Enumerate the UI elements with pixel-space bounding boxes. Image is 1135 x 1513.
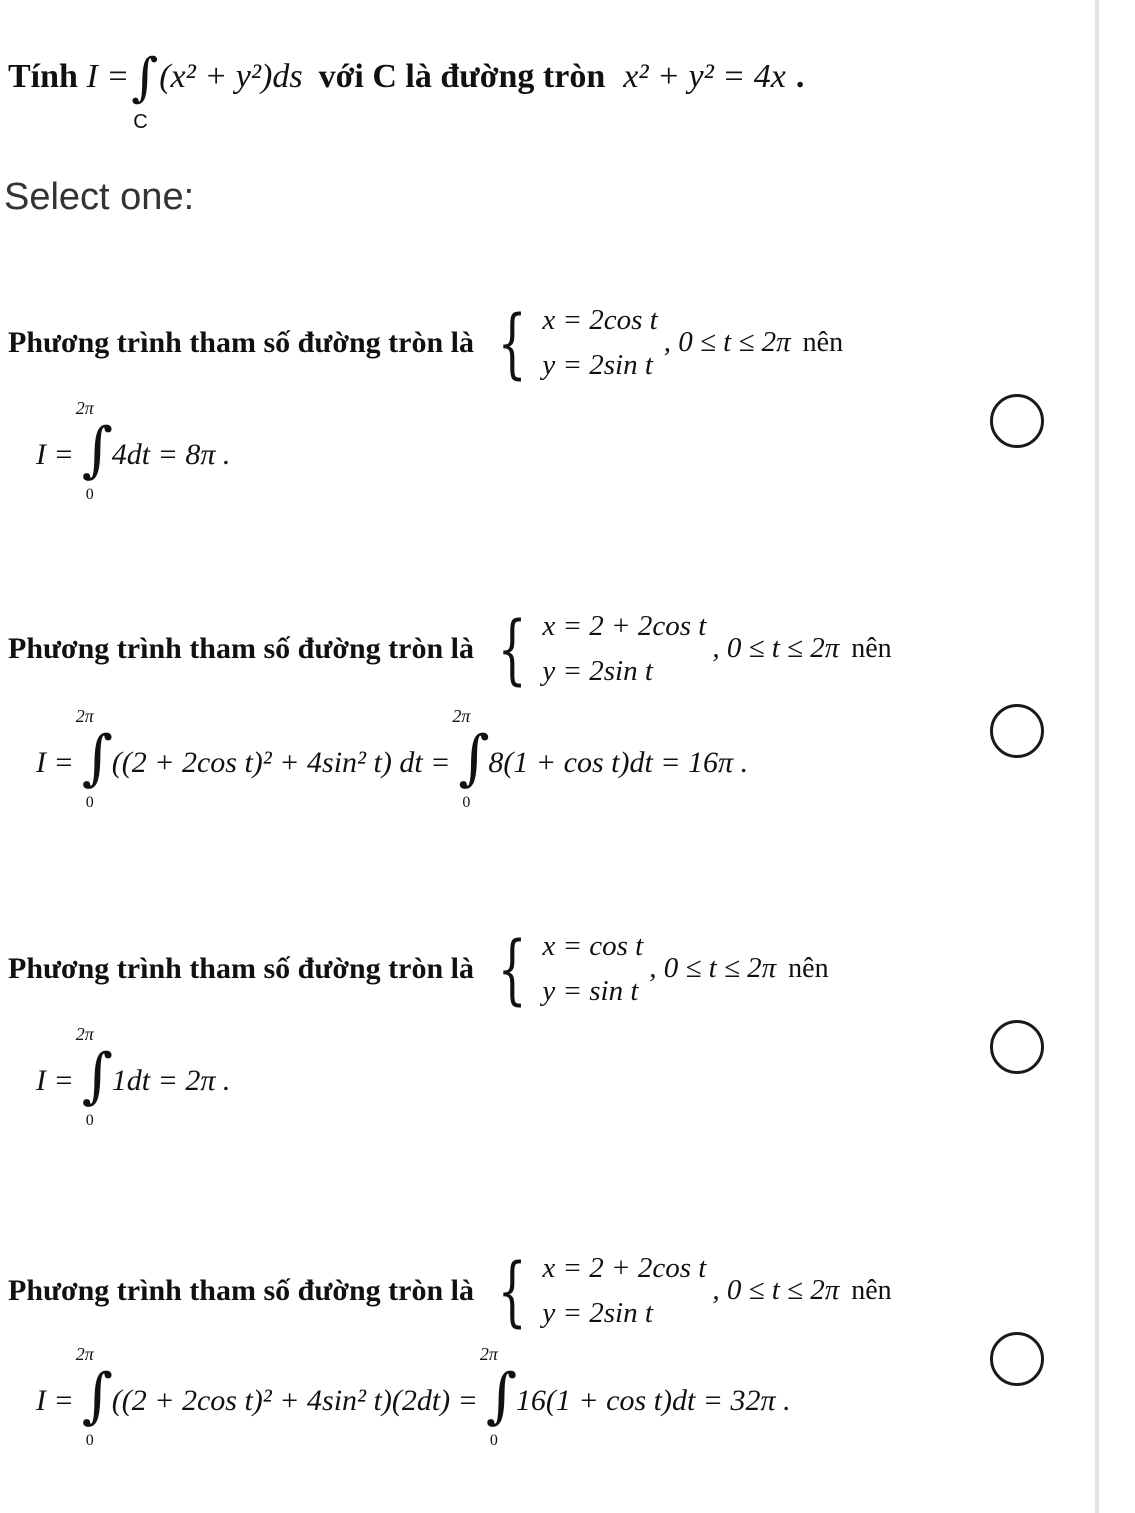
question-integrand: (x² + y²)ds	[159, 58, 303, 95]
option-4-lower-limit: 0	[85, 1432, 94, 1449]
option-2-integral-sign: 2π ∫ 0	[75, 706, 113, 811]
option-3-radio[interactable]	[990, 1020, 1044, 1074]
option-3-lower-limit: 0	[85, 1112, 94, 1129]
answer-option-2[interactable]	[0, 600, 1090, 860]
option-2-lhs: I =	[36, 746, 74, 779]
option-4-eq-x: x = 2 + 2cos t	[542, 1252, 707, 1284]
option-3-eq-x: x = cos t	[542, 930, 644, 962]
option-2-range: , 0 ≤ t ≤ 2π	[712, 632, 840, 665]
option-2-radio[interactable]	[990, 704, 1044, 758]
option-2-result	[36, 708, 748, 818]
option-2-brace: {	[497, 603, 527, 693]
option-4-system	[542, 1246, 706, 1336]
option-2-integral-sign-2: 2π ∫ 0	[452, 706, 490, 811]
option-2-upper-limit-2: 2π	[452, 706, 471, 726]
option-4-integral-sign: 2π ∫ 0	[75, 1344, 113, 1449]
option-4-lhs: I =	[36, 1384, 74, 1417]
option-1-eq-x: x = 2cos t	[542, 304, 658, 336]
option-1-range: , 0 ≤ t ≤ 2π	[663, 326, 791, 359]
option-4-expr: ((2 + 2cos t)² + 4sin² t)(2dt) =	[111, 1384, 478, 1417]
question-curve: x² + y² = 4x	[623, 58, 786, 95]
option-4-upper-limit: 2π	[75, 1344, 94, 1364]
option-3-result	[36, 1026, 230, 1136]
option-3-expr: 1dt = 2π .	[111, 1064, 231, 1097]
option-3-range: , 0 ≤ t ≤ 2π	[649, 952, 777, 985]
question-prefix: Tính	[8, 58, 78, 95]
option-3-lhs: I =	[36, 1064, 74, 1097]
option-2-lower-limit-2: 0	[462, 794, 471, 811]
option-2-lower-limit: 0	[85, 794, 94, 811]
option-1-lower-limit: 0	[85, 486, 94, 503]
option-2-expr-2: 8(1 + cos t)dt = 16π .	[488, 746, 749, 779]
select-one-label: Select one:	[4, 176, 195, 218]
option-1-expr: 4dt = 8π .	[111, 438, 231, 471]
contour-label: C	[133, 111, 148, 133]
option-4-lower-limit-2: 0	[489, 1432, 498, 1449]
option-1-brace: {	[497, 297, 527, 387]
question-text	[8, 42, 804, 142]
contour-integral-sign: ∫ C	[131, 48, 159, 133]
option-3-integral-sign: 2π ∫ 0	[75, 1024, 113, 1129]
option-4-brace: {	[497, 1245, 527, 1335]
option-1-radio[interactable]	[990, 394, 1044, 448]
option-1-integral-sign: 2π ∫ 0	[75, 398, 113, 503]
option-1-lhs: I =	[36, 438, 74, 471]
option-4-nen: nên	[851, 1274, 892, 1306]
answer-option-3[interactable]	[0, 918, 1090, 1158]
option-3-eq-y: y = sin t	[542, 974, 639, 1007]
option-3-system	[542, 924, 643, 1014]
page-right-border	[1095, 0, 1099, 1513]
option-2-lead: Phương trình tham số đường tròn là	[8, 631, 474, 665]
option-2-eq-x: x = 2 + 2cos t	[542, 610, 707, 642]
option-2-expr: ((2 + 2cos t)² + 4sin² t) dt =	[111, 746, 451, 779]
option-1-system	[542, 298, 657, 388]
option-3-nen: nên	[788, 952, 829, 984]
question-mid: với C là đường tròn	[318, 58, 606, 95]
option-2-upper-limit: 2π	[75, 706, 94, 726]
option-2-eq-y: y = 2sin t	[542, 654, 653, 687]
option-4-expr-2: 16(1 + cos t)dt = 32π .	[515, 1384, 791, 1417]
option-1-result	[36, 400, 230, 510]
option-2-nen: nên	[851, 632, 892, 664]
answer-option-4[interactable]	[0, 1240, 1090, 1500]
option-2-system	[542, 604, 706, 694]
option-4-statement	[8, 1246, 892, 1336]
option-1-eq-y: y = 2sin t	[542, 348, 653, 381]
option-4-lead: Phương trình tham số đường tròn là	[8, 1273, 474, 1307]
option-4-integral-sign-2: 2π ∫ 0	[479, 1344, 518, 1449]
option-2-statement	[8, 604, 892, 694]
option-1-statement	[8, 298, 843, 388]
answer-option-1[interactable]	[0, 290, 1090, 530]
question-integral	[86, 48, 303, 133]
option-4-eq-y: y = 2sin t	[542, 1296, 653, 1329]
option-4-result	[36, 1346, 791, 1456]
option-3-upper-limit: 2π	[75, 1024, 94, 1044]
option-4-radio[interactable]	[990, 1332, 1044, 1386]
option-1-upper-limit: 2π	[75, 398, 94, 418]
option-3-statement	[8, 924, 829, 1014]
option-4-range: , 0 ≤ t ≤ 2π	[712, 1274, 840, 1307]
option-1-nen: nên	[802, 326, 844, 358]
option-3-brace: {	[497, 923, 527, 1013]
option-3-lead: Phương trình tham số đường tròn là	[8, 951, 474, 985]
option-4-upper-limit-2: 2π	[479, 1344, 498, 1364]
question-end: .	[795, 58, 805, 95]
question-lhs: I =	[86, 58, 130, 95]
option-1-lead: Phương trình tham số đường tròn là	[8, 325, 474, 359]
